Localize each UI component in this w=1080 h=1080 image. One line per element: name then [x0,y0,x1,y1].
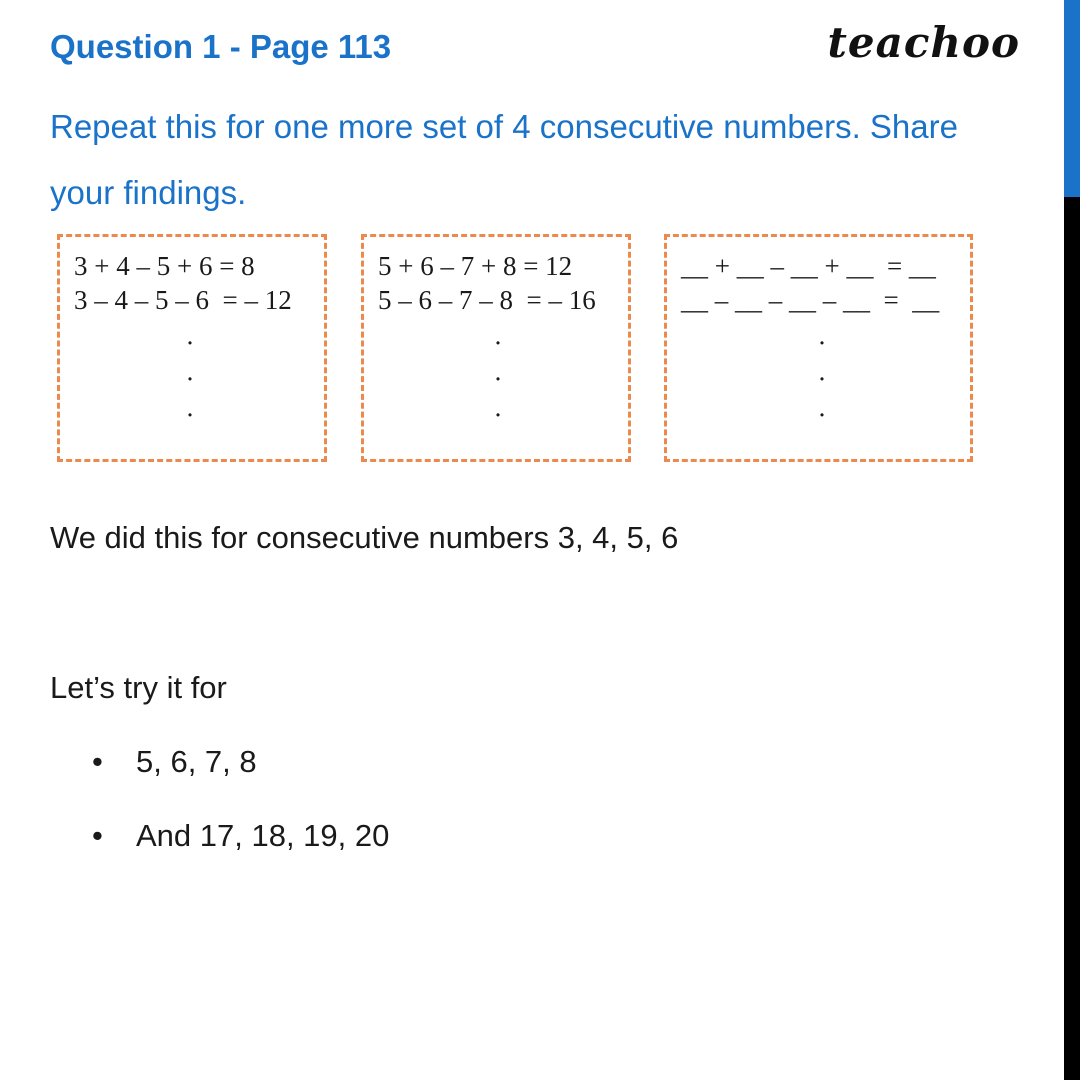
example-box-1 [57,234,327,462]
list-item-text: 5, 6, 7, 8 [136,744,257,779]
box-line: __ – __ – __ – __ = __ [681,285,940,315]
list-item [92,818,389,854]
bullet-icon: • [92,744,103,779]
bullet-icon: • [92,818,103,853]
box-line: 5 + 6 – 7 + 8 = 12 [378,251,573,281]
list-item [92,744,257,780]
list-item-text: And 17, 18, 19, 20 [136,818,390,853]
continuation-dots: · · · [493,328,503,430]
box-line: 3 – 4 – 5 – 6 = – 12 [74,285,292,315]
box-line: __ + __ – __ + __ = __ [681,251,936,281]
example-box-2 [361,234,631,462]
box-line: 5 – 6 – 7 – 8 = – 16 [378,285,596,315]
side-scroll-bar [1064,0,1080,1080]
box-line: 3 + 4 – 5 + 6 = 8 [74,251,255,281]
statement-text: We did this for consecutive numbers 3, 4, 5, 6 [50,520,679,555]
lead-text: Let’s try it for [50,670,227,705]
side-bar-accent [1064,0,1080,197]
page-title: Question 1 - Page 113 [50,28,392,65]
template-box [664,234,973,462]
brand-logo: teachoo [827,18,1020,67]
continuation-dots: · · · [817,328,827,430]
continuation-dots: · · · [185,328,195,430]
question-text: Repeat this for one more set of 4 consecutive numbers. Share your findings. [50,108,958,211]
